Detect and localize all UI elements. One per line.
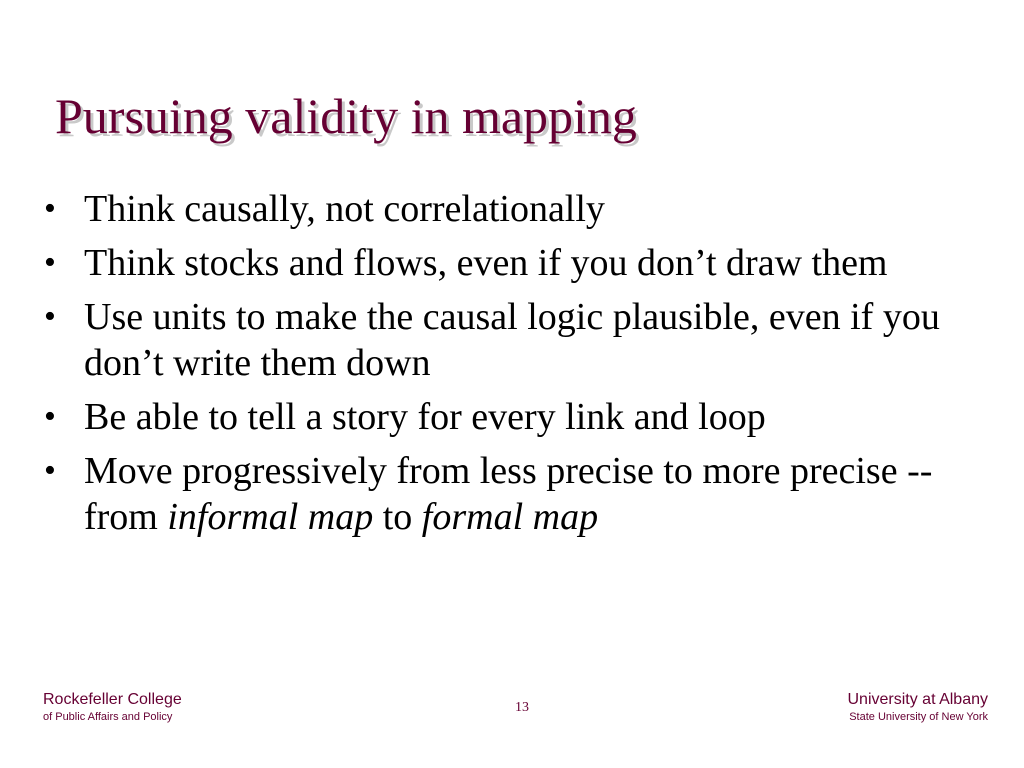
footer-college-name: Rockefeller College [43,691,182,708]
bullet-text: Think causally, not correlationally [84,188,605,230]
footer-university-subtitle: State University of New York [849,711,988,723]
slide-title: Pursuing validity in mapping [55,88,637,144]
bullet-text: Think stocks and flows, even if you don’t draw them [84,242,888,284]
bullet-marker: • [44,452,56,489]
bullet-text-segment: Move progressively from less precise to more precise -- from [84,450,933,538]
bullet-text-segment: to [373,496,422,538]
bullet-marker: • [44,190,56,227]
bullet-text: Use units to make the causal logic plausible, even if you don’t write them down [84,296,940,384]
bullet-item [44,240,1004,286]
bullet-list [44,186,1004,548]
page-number: 13 [515,700,529,715]
bullet-text: Be able to tell a story for every link and loop [84,396,766,438]
bullet-item [44,186,1004,232]
emphasis-formal-map: formal map [421,496,599,538]
footer-university-name: University at Albany [847,691,988,708]
bullet-item [44,294,1004,386]
bullet-marker: • [44,298,56,335]
bullet-item [44,448,1004,540]
footer-college-subtitle: of Public Affairs and Policy [43,711,173,723]
bullet-text [84,450,932,538]
bullet-item [44,394,1004,440]
emphasis-informal-map: informal map [167,496,374,538]
bullet-marker: • [44,244,56,281]
bullet-marker: • [44,398,56,435]
footer-institution-right [847,690,988,724]
